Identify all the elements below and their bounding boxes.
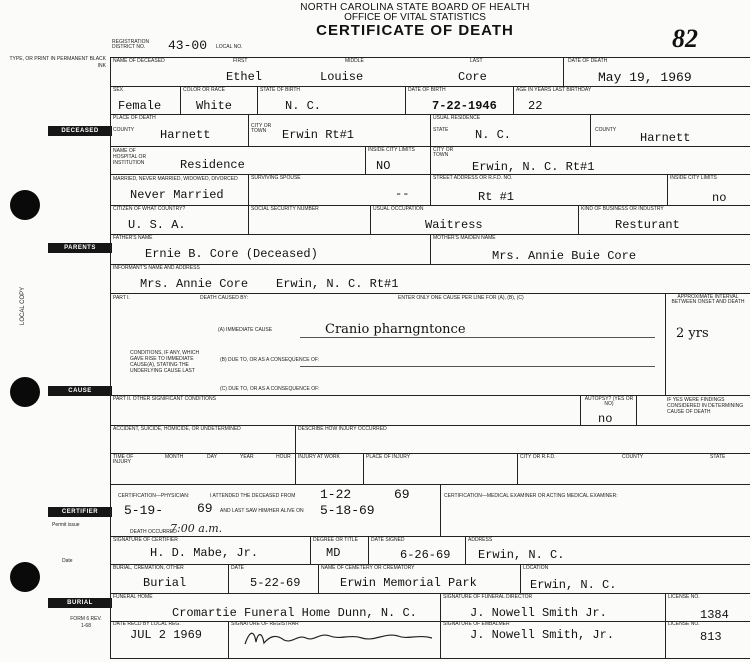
date-of-death: May 19, 1969	[598, 70, 692, 85]
hospital-label: NAME OF HOSPITAL OR INSTITUTION	[113, 148, 147, 166]
res-inside-city: no	[712, 191, 727, 205]
funeral-home-label: FUNERAL HOME	[113, 594, 153, 600]
binder-hole	[10, 562, 40, 592]
received-label: DATE RECD BY LOCAL REG.	[113, 621, 181, 627]
tab-certifier: CERTIFIER	[48, 507, 112, 517]
certificate-title: CERTIFICATE OF DEATH	[316, 22, 514, 39]
tab-deceased: DECEASED	[48, 126, 112, 136]
place-death-label: PLACE OF DEATH	[113, 115, 156, 121]
disposition-label: BURIAL, CREMATION, OTHER	[113, 565, 184, 571]
part1-label: PART I.	[113, 295, 130, 301]
cert-address-label: ADDRESS	[468, 537, 493, 543]
occurred-label: DEATH OCCURRED	[130, 529, 177, 535]
location: Erwin, N. C.	[530, 578, 617, 592]
res-county: Harnett	[640, 131, 691, 145]
injury-county-label: COUNTY	[622, 454, 644, 460]
injury-label: DESCRIBE HOW INJURY OCCURRED	[298, 426, 387, 432]
form-note: FORM 6 REV. 1-68	[70, 616, 102, 629]
hour-label: HOUR	[276, 454, 291, 460]
binder-hole	[10, 377, 40, 407]
death-caused-by-label: DEATH CAUSED BY:	[200, 295, 248, 301]
registrar-signature	[240, 626, 440, 648]
office-name: OFFICE OF VITAL STATISTICS	[344, 12, 486, 23]
middle-label: MIDDLE	[345, 58, 364, 64]
enter-note: ENTER ONLY ONE CAUSE PER LINE FOR (A), (B), (C)	[398, 295, 524, 301]
date-note: Date	[62, 558, 73, 564]
first-name: Ethel	[226, 70, 263, 84]
permit-issue-note: Permit issue	[52, 522, 80, 528]
registration-district: 43-00	[168, 38, 208, 53]
location-label: LOCATION	[523, 565, 549, 571]
certifier-signature: H. D. Mabe, Jr.	[150, 546, 259, 560]
physician-label: CERTIFICATION—PHYSICIAN:	[118, 493, 190, 499]
county: Harnett	[160, 128, 211, 142]
last-saw-text: AND LAST SAW HIM/HER ALIVE ON	[220, 508, 304, 514]
sex: Female	[118, 99, 162, 113]
father-label: FATHER'S NAME	[113, 235, 153, 241]
middle-name: Louise	[320, 70, 364, 84]
marital-label: MARRIED, NEVER MARRIED, WIDOWED, DIVORCED	[113, 176, 238, 182]
tab-parents: PARENTS	[48, 243, 112, 253]
county-label: COUNTY	[113, 127, 135, 133]
attended-to: 5-19-	[124, 503, 164, 518]
business-label: KIND OF BUSINESS OR INDUSTRY	[581, 206, 664, 212]
hospital: Residence	[180, 158, 245, 172]
findings-label: IF YES WERE FINDINGS CONSIDERED IN DETERMINING CAUSE OF DEATH	[667, 397, 744, 415]
ink-note: TYPE, OR PRINT IN PERMANENT BLACK INK	[9, 56, 106, 69]
board-name: NORTH CAROLINA STATE BOARD OF HEALTH	[300, 2, 530, 13]
part2-label: PART II. OTHER SIGNIFICANT CONDITIONS	[113, 396, 216, 402]
color-label: COLOR OR RACE	[183, 87, 225, 93]
burial-date-label: DATE	[231, 565, 244, 571]
last-label: LAST	[470, 58, 483, 64]
inside-city: NO	[376, 159, 391, 173]
date-of-birth: 7-22-1946	[432, 99, 497, 113]
date-signed: 6-26-69	[400, 548, 451, 562]
res-city-label: CITY OR TOWN	[433, 147, 454, 158]
street-address: Rt #1	[478, 190, 515, 204]
tab-burial: BURIAL	[48, 598, 112, 608]
father-name: Ernie B. Core (Deceased)	[145, 247, 318, 261]
funeral-director: J. Nowell Smith Jr.	[470, 606, 607, 620]
local-copy-note: LOCAL COPY	[20, 286, 26, 325]
certifier-address: Erwin, N. C.	[478, 548, 565, 562]
registration-district-label: REGISTRATION DISTRICT NO.	[112, 39, 150, 50]
interval: 2 yrs	[676, 326, 709, 341]
citizen-label: CITIZEN OF WHAT COUNTRY?	[113, 206, 186, 212]
attended-to-year: 69	[197, 501, 213, 516]
name-label: NAME OF DECEASED	[113, 58, 165, 64]
spouse-label: SURVIVING SPOUSE	[251, 175, 301, 181]
degree: MD	[326, 546, 341, 560]
age: 22	[528, 99, 543, 113]
funeral-home: Cromartie Funeral Home Dunn, N. C.	[172, 606, 417, 620]
spouse: --	[395, 187, 410, 201]
local-no-label: LOCAL NO.	[216, 44, 243, 50]
occurred-time: 7:00 a.m.	[170, 522, 223, 535]
occupation-label: USUAL OCCUPATION	[373, 206, 424, 212]
occupation: Waitress	[425, 218, 483, 232]
burial-date: 5-22-69	[250, 576, 301, 590]
mother-name: Mrs. Annie Buie Core	[492, 249, 637, 263]
city: Erwin Rt#1	[282, 128, 355, 142]
embalmer-signature: J. Nowell Smith, Jr.	[470, 628, 615, 642]
due-c-label: (C) DUE TO, OR AS A CONSEQUENCE OF:	[220, 386, 320, 392]
cemetery-label: NAME OF CEMETERY OR CREMATORY	[321, 565, 415, 571]
injury-state-label: STATE	[710, 454, 726, 460]
citizen: U. S. A.	[128, 218, 186, 232]
res-state-label: STATE	[433, 127, 449, 133]
embalmer-label: SIGNATURE OF EMBALMER	[443, 621, 510, 627]
autopsy-label: AUTOPSY? (YES OR NO)	[584, 396, 634, 407]
autopsy: no	[598, 412, 613, 426]
informant-name: Mrs. Annie Core	[140, 277, 249, 291]
place-injury-label: PLACE OF INJURY	[366, 454, 411, 460]
last-saw-date: 5-18-69	[320, 503, 375, 518]
license-number: 1384	[700, 608, 729, 622]
me-label: CERTIFICATION—MEDICAL EXAMINER OR ACTING MEDICAL EXAMINER:	[444, 493, 618, 499]
director-label: SIGNATURE OF FUNERAL DIRECTOR	[443, 594, 533, 600]
due-b-label: (B) DUE TO, OR AS A CONSEQUENCE OF:	[220, 357, 320, 363]
sex-label: SEX	[113, 87, 124, 93]
license-label: LICENSE NO.	[668, 594, 700, 600]
date-of-death-label: DATE OF DEATH	[568, 58, 608, 64]
street-label: STREET ADDRESS OR R.F.D. NO.	[433, 175, 513, 181]
date-signed-label: DATE SIGNED	[371, 537, 405, 543]
state-birth-label: STATE OF BIRTH	[260, 87, 301, 93]
res-city: Erwin, N. C. Rt#1	[472, 160, 595, 174]
time-injury-label: TIME OF INJURY	[113, 454, 134, 465]
cert-signature-label: SIGNATURE OF CERTIFIER	[113, 537, 178, 543]
mother-label: MOTHER'S MAIDEN NAME	[433, 235, 496, 241]
degree-label: DEGREE OR TITLE	[313, 537, 358, 543]
embalmer-license-label: LICENSE NO.	[668, 621, 700, 627]
residence-label: USUAL RESIDENCE	[433, 115, 481, 121]
cemetery: Erwin Memorial Park	[340, 576, 477, 590]
city-label: CITY OR TOWN	[251, 123, 272, 134]
res-county-label: COUNTY	[595, 127, 617, 133]
certificate-number: 82	[672, 24, 698, 53]
first-label: FIRST	[233, 58, 248, 64]
attended-from: 1-22	[320, 487, 352, 502]
interval-label: APPROXIMATE INTERVAL BETWEEN ONSET AND DEATH	[671, 294, 745, 305]
inside-city-label: INSIDE CITY LIMITS	[368, 147, 415, 153]
res-state: N. C.	[475, 128, 512, 142]
last-name: Core	[458, 70, 487, 84]
attended-from-year: 69	[394, 487, 410, 502]
attended-text: I ATTENDED THE DECEASED FROM	[210, 493, 296, 499]
business: Resturant	[615, 218, 680, 232]
year-label: YEAR	[240, 454, 254, 460]
state-of-birth: N. C.	[285, 99, 322, 113]
tab-cause: CAUSE	[48, 386, 112, 396]
ssn-label: SOCIAL SECURITY NUMBER	[251, 206, 319, 212]
registrar-label: SIGNATURE OF REGISTRAR	[231, 621, 299, 627]
immediate-cause: Cranio pharngntonce	[325, 322, 466, 337]
marital-status: Never Married	[130, 188, 224, 202]
accident-label: ACCIDENT, SUICIDE, HOMICIDE, OR UNDETERMINED	[113, 426, 241, 432]
informant-label: INFORMANT'S NAME AND ADDRESS	[113, 265, 200, 271]
res-inside-label: INSIDE CITY LIMITS	[670, 175, 717, 181]
day-label: DAY	[207, 454, 217, 460]
informant-address: Erwin, N. C. Rt#1	[276, 277, 399, 291]
color-race: White	[196, 99, 233, 113]
work-label: INJURY AT WORK	[298, 454, 340, 460]
city-rfd-label: CITY OR R.F.D.	[520, 454, 556, 460]
binder-hole	[10, 190, 40, 220]
embalmer-license: 813	[700, 630, 722, 644]
conditions-label: CONDITIONS, IF ANY, WHICH GAVE RISE TO IMMEDIATE CAUSE(A), STATING THE UNDERLYING CAUSE LAST	[130, 350, 200, 374]
immediate-label: (A) IMMEDIATE CAUSE	[218, 327, 273, 333]
age-label: AGE IN YEARS LAST BIRTHDAY	[516, 87, 592, 93]
date-received: JUL 2 1969	[130, 628, 203, 642]
month-label: MONTH	[165, 454, 184, 460]
disposition: Burial	[143, 576, 187, 590]
dob-label: DATE OF BIRTH	[408, 87, 446, 93]
